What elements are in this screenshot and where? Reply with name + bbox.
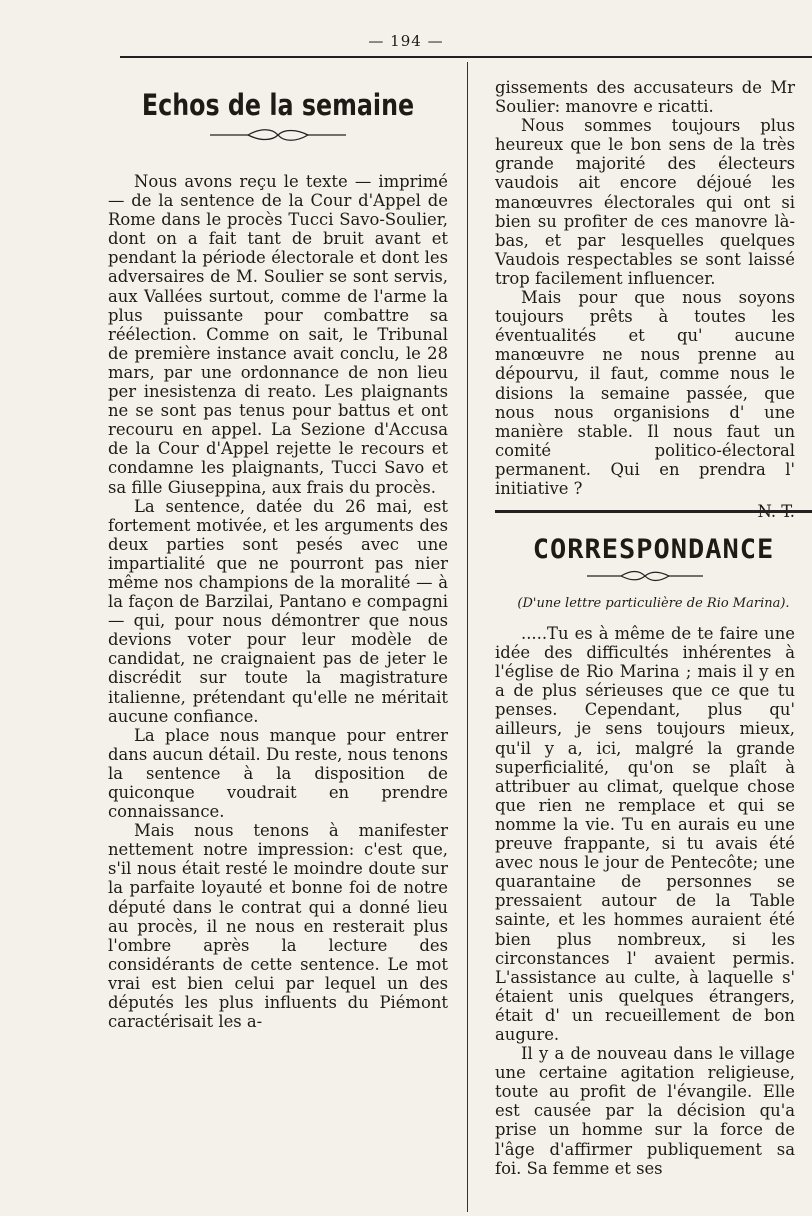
- echos-title: Echos de la semaine: [141, 88, 415, 122]
- echos-paragraph: La sentence, datée du 26 mai, est fortement motivée, et les arguments des deux parties sont pesés avec une impartialité que ne pourront pas nier même nos champions de la moralité — à la façon de Barzilai, Pantano e compagni — qui, pour nous démontrer que nous devions voter pour leur modèle de candidat, ne craignaient pas de jeter le discrédit sur toute la magistrature italienne, prétendant qu'elle ne méritait aucune confiance.: [108, 496, 448, 726]
- column-divider: [467, 62, 468, 1212]
- echos-continuation-paragraph: Nous sommes toujours plus heureux que le bon sens de la très grande majorité des électeurs vaudois ait encore déjoué les manœuvres électorales qui ont si bien su profiter de ces manovre là-bas, et par lesquelles quelques Vaudois respectables se sont laissé trop facilement influencer.: [495, 116, 795, 288]
- correspondance-subtitle: (D'une lettre particulière de Rio Marina).: [517, 596, 790, 611]
- author-signature: N. T.: [757, 502, 795, 522]
- page-number: — 194 —: [368, 32, 444, 50]
- echos-continuation-paragraph: gissements des accusateurs de Mr Soulier: manovre e ricatti.: [495, 78, 795, 117]
- echos-continuation: [495, 78, 795, 521]
- echos-column: [108, 172, 448, 1031]
- header-rule: [120, 56, 812, 58]
- ornament-divider-icon: [208, 128, 348, 142]
- echos-paragraph: Mais nous tenons à manifester nettement notre impression: c'est que, s'il nous était resté le moindre doute sur la parfaite loyauté et bonne foi de notre député dans le contrat qui a donné lieu au procès, il ne nous en resterait plus l'ombre après la lecture des considérants de cette sentence. Le mot vrai est bien celui par lequel un des députés les plus influents du Piémont caractérisait les a-: [108, 821, 448, 1032]
- correspondance-paragraph: Il y a de nouveau dans le village une certaine agitation religieuse, toute au profit de l'évangile. Elle est causée par la décision qu'a prise un homme sur la force de l'âge d'affirmer publiquement sa foi. Sa femme et ses: [495, 1044, 795, 1178]
- correspondance-column: [495, 624, 795, 1178]
- echos-paragraph: La place nous manque pour entrer dans aucun détail. Du reste, nous tenons la sentence à la disposition de quiconque voudrait en prendre connaissance.: [108, 725, 448, 822]
- section-rule: [495, 510, 812, 513]
- ornament-divider-icon: [585, 570, 705, 582]
- echos-paragraph: Nous avons reçu le texte — imprimé — de la sentence de la Cour d'Appel de Rome dans le procès Tucci Savo-Soulier, dont on a fait tant de bruit avant et pendant la période électorale et dont les adversaires de M. Soulier se sont servis, aux Vallées surtout, comme de l'arme la plus puissante pour combattre sa réélection. Comme on sait, le Tribunal de première instance avait conclu, le 28 mars, par une ordonnance de non lieu per inesistenza di reato. Les plaignants ne se sont pas tenus pour battus et ont recouru en appel. La Sezione d'Accusa de la Cour d'Appel rejette le recours et condamne les plaignants, Tucci Savo et sa fille Giuseppina, aux frais du procès.: [108, 172, 448, 497]
- correspondance-title: CORRESPONDANCE: [532, 534, 775, 565]
- echos-continuation-paragraph: Mais pour que nous soyons toujours prêts à toutes les éventualités et qu' aucune manœuvre ne nous prenne au dépourvu, il faut, comme nous le disions la semaine passée, que nous nous organisions d' une manière stable. Il nous faut un comité politico-électoral permanent. Qui en prendra l' initiative ?: [495, 288, 795, 498]
- correspondance-paragraph: .....Tu es à même de te faire une idée des difficultés inhérentes à l'église de Rio Marina ; mais il y en a de plus sérieuses que ce que tu penses. Cependant, plus qu' ailleurs, je sens toujours mieux, qu'il y a, ici, malgré la grande superficialité, qu'on se plaît à attribuer au climat, quelque chose que rien ne remplace et qui se nomme la vie. Tu en aurais eu une preuve frappante, si tu avais été avec nous le jour de Pentecôte; une quarantaine de personnes se pressaient autour de la Table sainte, et les hommes auraient été bien plus nombreux, si les circonstances l' avaient permis. L'assistance au culte, à laquelle s' étaient unis quelques étrangers, était d' un recueillement de bon augure.: [495, 624, 795, 1044]
